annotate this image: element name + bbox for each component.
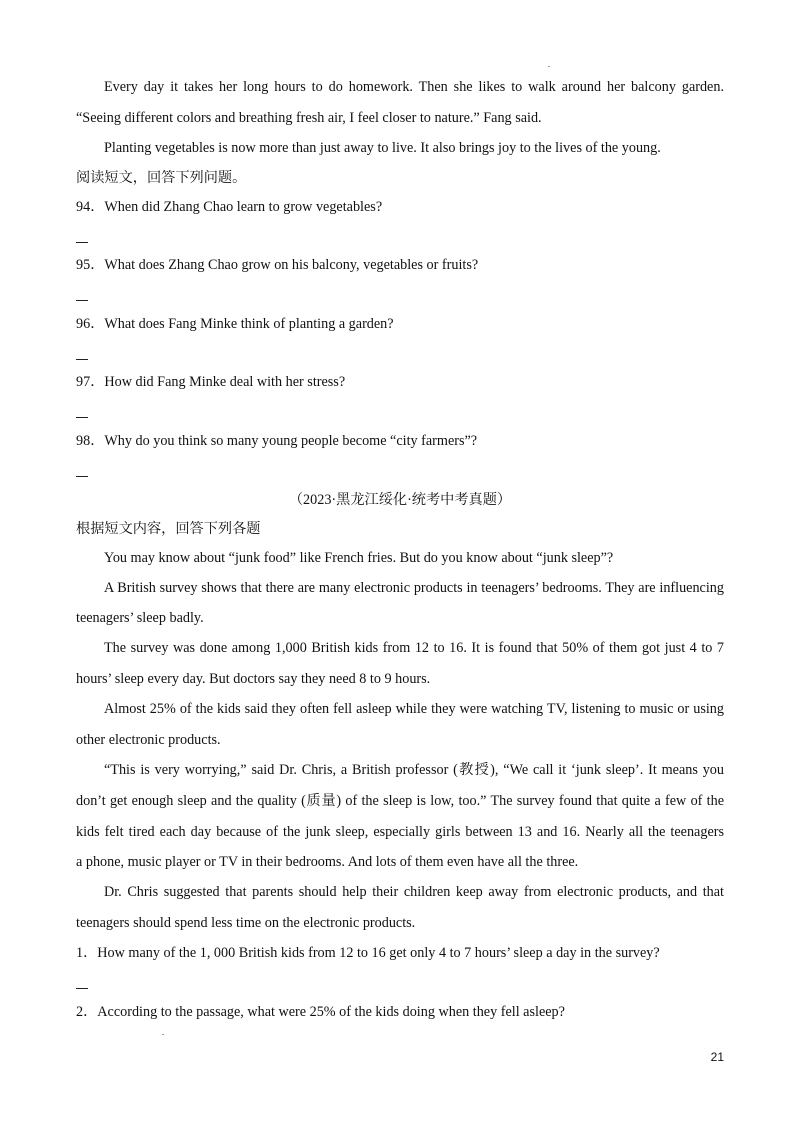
instruction-text: 阅读短文，回答下列问题。 xyxy=(76,170,247,186)
paragraph-line: a phone, music player or TV in their bedrooms. And lots of them even have all the three. xyxy=(76,854,579,870)
paragraph-line: “Seeing different colors and breathing fresh air, I feel closer to nature.” Fang said. xyxy=(76,110,542,126)
answer-blank xyxy=(76,359,88,360)
question-95: 95．What does Zhang Chao grow on his balcony, vegetables or fruits? xyxy=(76,257,479,273)
answer-blank xyxy=(76,417,88,418)
question-98: 98．Why do you think so many young people become “city farmers”? xyxy=(76,433,478,449)
question-96: 96．What does Fang Minke think of planting a garden? xyxy=(76,316,394,332)
paragraph-line: Dr. Chris suggested that parents should help their children keep away from electronic products, and that xyxy=(104,884,724,900)
paragraph-line: don’t get enough sleep and the quality (质量) of the sleep is low, too.” The survey found that quite a few of the xyxy=(76,793,724,809)
paragraph-line: You may know about “junk food” like French fries. But do you know about “junk sleep”? xyxy=(104,550,614,566)
instruction-text: 根据短文内容，回答下列各题 xyxy=(76,521,261,537)
paragraph-line: “This is very worrying,” said Dr. Chris, a British professor (教授), “We call it ‘junk sleep’. It means you xyxy=(104,762,724,778)
paragraph-line: kids felt tired each day because of the junk sleep, especially girls between 13 and 16. Nearly all the teenagers xyxy=(76,824,724,840)
question-97: 97．How did Fang Minke deal with her stress? xyxy=(76,374,346,390)
paragraph-line: Planting vegetables is now more than just away to live. It also brings joy to the lives of the young. xyxy=(104,140,661,156)
scan-speck xyxy=(548,66,550,67)
paragraph-line: teenagers’ sleep badly. xyxy=(76,610,204,626)
answer-blank xyxy=(76,476,88,477)
question-1: 1．How many of the 1, 000 British kids from 12 to 16 get only 4 to 7 hours’ sleep a day in the survey? xyxy=(76,945,660,961)
source-heading: （2023·黑龙江绥化·统考中考真题） xyxy=(288,492,512,508)
paragraph-line: teenagers should spend less time on the electronic products. xyxy=(76,915,416,931)
scan-speck xyxy=(162,1034,164,1035)
paragraph-line: A British survey shows that there are many electronic products in teenagers’ bedrooms. They are influencing xyxy=(104,580,724,596)
paragraph-line: The survey was done among 1,000 British kids from 12 to 16. It is found that 50% of them got just 4 to 7 xyxy=(104,640,724,656)
answer-blank xyxy=(76,988,88,989)
question-94: 94．When did Zhang Chao learn to grow vegetables? xyxy=(76,199,383,215)
answer-blank xyxy=(76,242,88,243)
paragraph-line: other electronic products. xyxy=(76,732,221,748)
paragraph-line: Every day it takes her long hours to do homework. Then she likes to walk around her balcony garden. xyxy=(104,79,724,95)
question-2: 2．According to the passage, what were 25% of the kids doing when they fell asleep? xyxy=(76,1004,565,1020)
page-number: 21 xyxy=(710,1050,724,1064)
answer-blank xyxy=(76,300,88,301)
paragraph-line: Almost 25% of the kids said they often fell asleep while they were watching TV, listening to music or using xyxy=(104,701,724,717)
paragraph-line: hours’ sleep every day. But doctors say they need 8 to 9 hours. xyxy=(76,671,431,687)
